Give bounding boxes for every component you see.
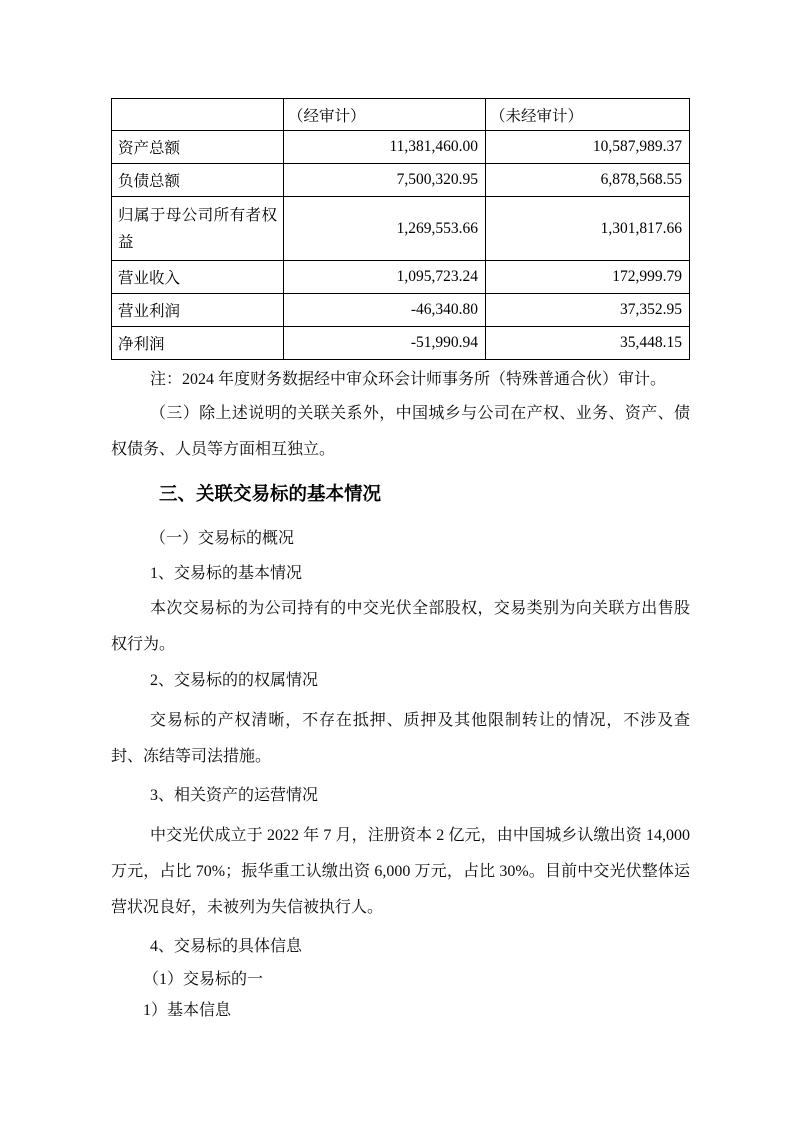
row-label: 营业利润: [112, 294, 284, 327]
item-2-text: 交易标的产权清晰，不存在抵押、质押及其他限制转让的情况，不涉及查封、冻结等司法措施。: [111, 712, 690, 765]
table-row-operating-revenue: [112, 261, 690, 294]
column-header-unaudited: （未经审计）: [486, 99, 690, 131]
audited-value: -51,990.94: [284, 327, 486, 360]
audited-value: 1,095,723.24: [284, 261, 486, 294]
table-note: 注：2024 年度财务数据经中审众环会计师事务所（特殊普通合伙）审计。: [150, 371, 667, 388]
item-4-subitem-1-basic-info: 1）基本信息: [143, 1002, 232, 1019]
subsection-1-heading: （一）交易标的概况: [150, 530, 295, 547]
audited-value: 1,269,553.66: [284, 197, 486, 261]
unaudited-value: 1,301,817.66: [486, 197, 690, 261]
item-1-heading: 1、交易标的基本情况: [150, 565, 303, 582]
audited-value: -46,340.80: [284, 294, 486, 327]
table-row-total-assets: [112, 131, 690, 164]
table-row-net-profit: [112, 327, 690, 360]
unaudited-value: 172,999.79: [486, 261, 690, 294]
section-heading: 三、关联交易标的基本情况: [159, 483, 382, 504]
row-label: 归属于母公司所有者权益: [112, 197, 284, 261]
item-3-text: 中交光伏成立于 2022 年 7 月，注册资本 2 亿元，由中国城乡认缴出资 14,000 万元，占比 70%；振华重工认缴出资 6,000 万元，占比 30%。目前中交光伏整体运营状况良好，未被列为失信被执行人。: [111, 827, 690, 916]
row-label: 负债总额: [112, 164, 284, 197]
row-label: 营业收入: [112, 261, 284, 294]
item-2-heading: 2、交易标的的权属情况: [150, 672, 319, 689]
row-label: 资产总额: [112, 131, 284, 164]
column-header-audited: （经审计）: [284, 99, 486, 131]
item-4-heading: 4、交易标的具体信息: [150, 938, 303, 955]
financial-table: [111, 98, 690, 360]
table-row-parent-equity: [112, 197, 690, 261]
table-header-row: [112, 99, 690, 131]
audited-value: 7,500,320.95: [284, 164, 486, 197]
row-label: 净利润: [112, 327, 284, 360]
table-row-total-liabilities: [112, 164, 690, 197]
unaudited-value: 37,352.95: [486, 294, 690, 327]
item-4-subitem-1: （1）交易标的一: [143, 971, 264, 988]
table-row-operating-profit: [112, 294, 690, 327]
item-1-text: 本次交易标的为公司持有的中交光伏全部股权，交易类别为向关联方出售股权行为。: [111, 600, 690, 653]
item-3-heading: 3、相关资产的运营情况: [150, 787, 319, 804]
document-content: [111, 98, 690, 1026]
unaudited-value: 35,448.15: [486, 327, 690, 360]
unaudited-value: 6,878,568.55: [486, 164, 690, 197]
paragraph-independence: （三）除上述说明的关联关系外，中国城乡与公司在产权、业务、资产、债权债务、人员等方面相互独立。: [111, 405, 690, 458]
corner-cell-empty: [112, 99, 284, 131]
unaudited-value: 10,587,989.37: [486, 131, 690, 164]
audited-value: 11,381,460.00: [284, 131, 486, 164]
